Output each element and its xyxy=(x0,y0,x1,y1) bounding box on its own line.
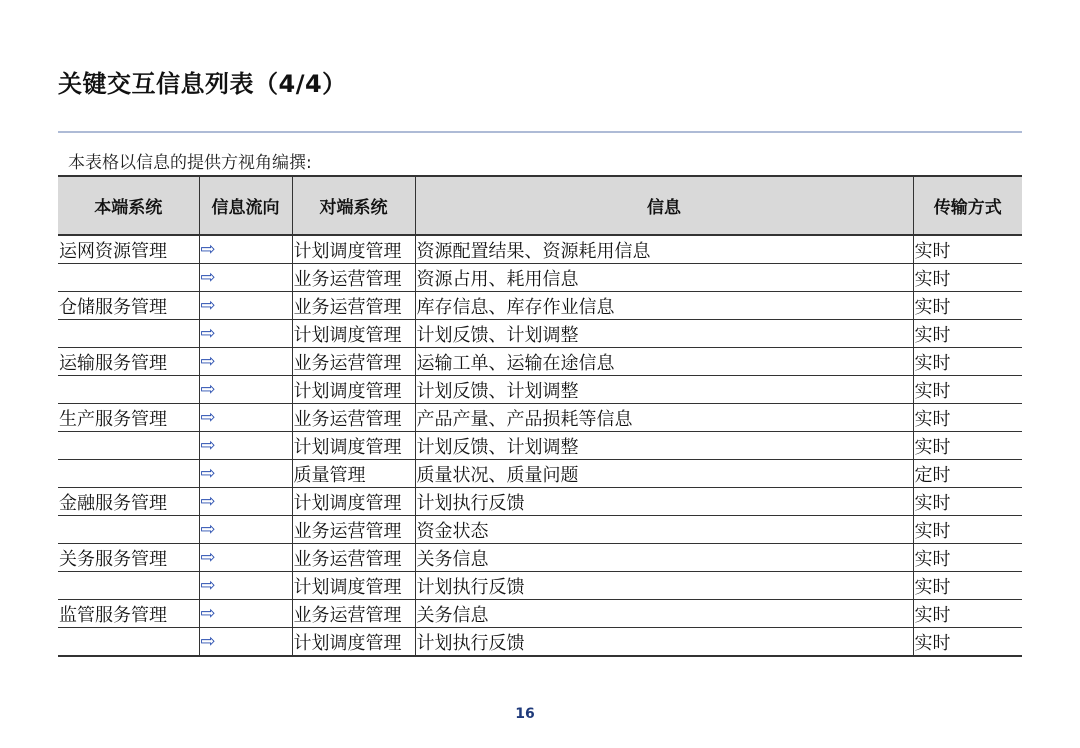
info-cell: 计划反馈、计划调整 xyxy=(415,432,913,460)
interaction-info-table xyxy=(58,175,1022,657)
peer-system-cell: 质量管理 xyxy=(292,460,415,488)
transfer-mode-cell: 实时 xyxy=(913,628,1022,657)
table-row xyxy=(58,432,1022,460)
table-row xyxy=(58,376,1022,404)
local-system-cell xyxy=(58,572,199,600)
table-row xyxy=(58,488,1022,516)
local-system-cell: 生产服务管理 xyxy=(58,404,199,432)
transfer-mode-cell: 实时 xyxy=(913,600,1022,628)
info-cell: 产品产量、产品损耗等信息 xyxy=(415,404,913,432)
transfer-mode-cell: 实时 xyxy=(913,320,1022,348)
info-cell: 资源占用、耗用信息 xyxy=(415,264,913,292)
info-cell: 计划反馈、计划调整 xyxy=(415,320,913,348)
table-row xyxy=(58,572,1022,600)
peer-system-cell: 业务运营管理 xyxy=(292,544,415,572)
table-row xyxy=(58,292,1022,320)
info-cell: 计划执行反馈 xyxy=(415,628,913,657)
direction-arrow-icon: ⇨ xyxy=(199,460,292,488)
info-cell: 计划反馈、计划调整 xyxy=(415,376,913,404)
direction-arrow-icon: ⇨ xyxy=(199,600,292,628)
direction-arrow-icon: ⇨ xyxy=(199,404,292,432)
transfer-mode-cell: 实时 xyxy=(913,348,1022,376)
peer-system-cell: 业务运营管理 xyxy=(292,600,415,628)
peer-system-cell: 计划调度管理 xyxy=(292,572,415,600)
transfer-mode-cell: 实时 xyxy=(913,572,1022,600)
info-cell: 资金状态 xyxy=(415,516,913,544)
direction-arrow-icon: ⇨ xyxy=(199,544,292,572)
peer-system-cell: 计划调度管理 xyxy=(292,488,415,516)
page-title: 关键交互信息列表（4/4） xyxy=(58,70,347,98)
peer-system-cell: 业务运营管理 xyxy=(292,292,415,320)
header-transfer-mode: 传输方式 xyxy=(913,176,1022,235)
table-row xyxy=(58,264,1022,292)
info-cell: 关务信息 xyxy=(415,600,913,628)
direction-arrow-icon: ⇨ xyxy=(199,348,292,376)
peer-system-cell: 业务运营管理 xyxy=(292,264,415,292)
local-system-cell: 仓储服务管理 xyxy=(58,292,199,320)
transfer-mode-cell: 实时 xyxy=(913,432,1022,460)
info-cell: 关务信息 xyxy=(415,544,913,572)
local-system-cell xyxy=(58,320,199,348)
direction-arrow-icon: ⇨ xyxy=(199,376,292,404)
table-caption: 本表格以信息的提供方视角编撰: xyxy=(68,153,312,173)
peer-system-cell: 业务运营管理 xyxy=(292,516,415,544)
local-system-cell: 金融服务管理 xyxy=(58,488,199,516)
transfer-mode-cell: 实时 xyxy=(913,404,1022,432)
local-system-cell: 运网资源管理 xyxy=(58,235,199,264)
table-row xyxy=(58,544,1022,572)
transfer-mode-cell: 定时 xyxy=(913,460,1022,488)
transfer-mode-cell: 实时 xyxy=(913,235,1022,264)
local-system-cell: 监管服务管理 xyxy=(58,600,199,628)
info-cell: 资源配置结果、资源耗用信息 xyxy=(415,235,913,264)
info-cell: 质量状况、质量问题 xyxy=(415,460,913,488)
transfer-mode-cell: 实时 xyxy=(913,376,1022,404)
transfer-mode-cell: 实时 xyxy=(913,292,1022,320)
local-system-cell: 运输服务管理 xyxy=(58,348,199,376)
local-system-cell xyxy=(58,432,199,460)
peer-system-cell: 业务运营管理 xyxy=(292,404,415,432)
header-info: 信息 xyxy=(415,176,913,235)
page-number: 16 xyxy=(515,706,535,722)
transfer-mode-cell: 实时 xyxy=(913,544,1022,572)
table-row xyxy=(58,320,1022,348)
direction-arrow-icon: ⇨ xyxy=(199,320,292,348)
transfer-mode-cell: 实时 xyxy=(913,264,1022,292)
title-divider xyxy=(58,131,1022,133)
info-cell: 运输工单、运输在途信息 xyxy=(415,348,913,376)
direction-arrow-icon: ⇨ xyxy=(199,235,292,264)
direction-arrow-icon: ⇨ xyxy=(199,572,292,600)
transfer-mode-cell: 实时 xyxy=(913,488,1022,516)
peer-system-cell: 计划调度管理 xyxy=(292,432,415,460)
table-row xyxy=(58,235,1022,264)
local-system-cell xyxy=(58,628,199,657)
local-system-cell: 关务服务管理 xyxy=(58,544,199,572)
direction-arrow-icon: ⇨ xyxy=(199,264,292,292)
header-direction: 信息流向 xyxy=(199,176,292,235)
direction-arrow-icon: ⇨ xyxy=(199,432,292,460)
info-cell: 计划执行反馈 xyxy=(415,572,913,600)
header-peer-system: 对端系统 xyxy=(292,176,415,235)
local-system-cell xyxy=(58,264,199,292)
peer-system-cell: 计划调度管理 xyxy=(292,320,415,348)
local-system-cell xyxy=(58,516,199,544)
peer-system-cell: 计划调度管理 xyxy=(292,628,415,657)
table-row xyxy=(58,348,1022,376)
peer-system-cell: 计划调度管理 xyxy=(292,376,415,404)
table-header-row xyxy=(58,176,1022,235)
table-row xyxy=(58,460,1022,488)
table-row xyxy=(58,404,1022,432)
direction-arrow-icon: ⇨ xyxy=(199,628,292,657)
local-system-cell xyxy=(58,460,199,488)
direction-arrow-icon: ⇨ xyxy=(199,292,292,320)
table-row xyxy=(58,516,1022,544)
direction-arrow-icon: ⇨ xyxy=(199,488,292,516)
info-cell: 计划执行反馈 xyxy=(415,488,913,516)
table-row xyxy=(58,628,1022,657)
peer-system-cell: 计划调度管理 xyxy=(292,235,415,264)
direction-arrow-icon: ⇨ xyxy=(199,516,292,544)
info-cell: 库存信息、库存作业信息 xyxy=(415,292,913,320)
peer-system-cell: 业务运营管理 xyxy=(292,348,415,376)
table-row xyxy=(58,600,1022,628)
header-local-system: 本端系统 xyxy=(58,176,199,235)
transfer-mode-cell: 实时 xyxy=(913,516,1022,544)
local-system-cell xyxy=(58,376,199,404)
